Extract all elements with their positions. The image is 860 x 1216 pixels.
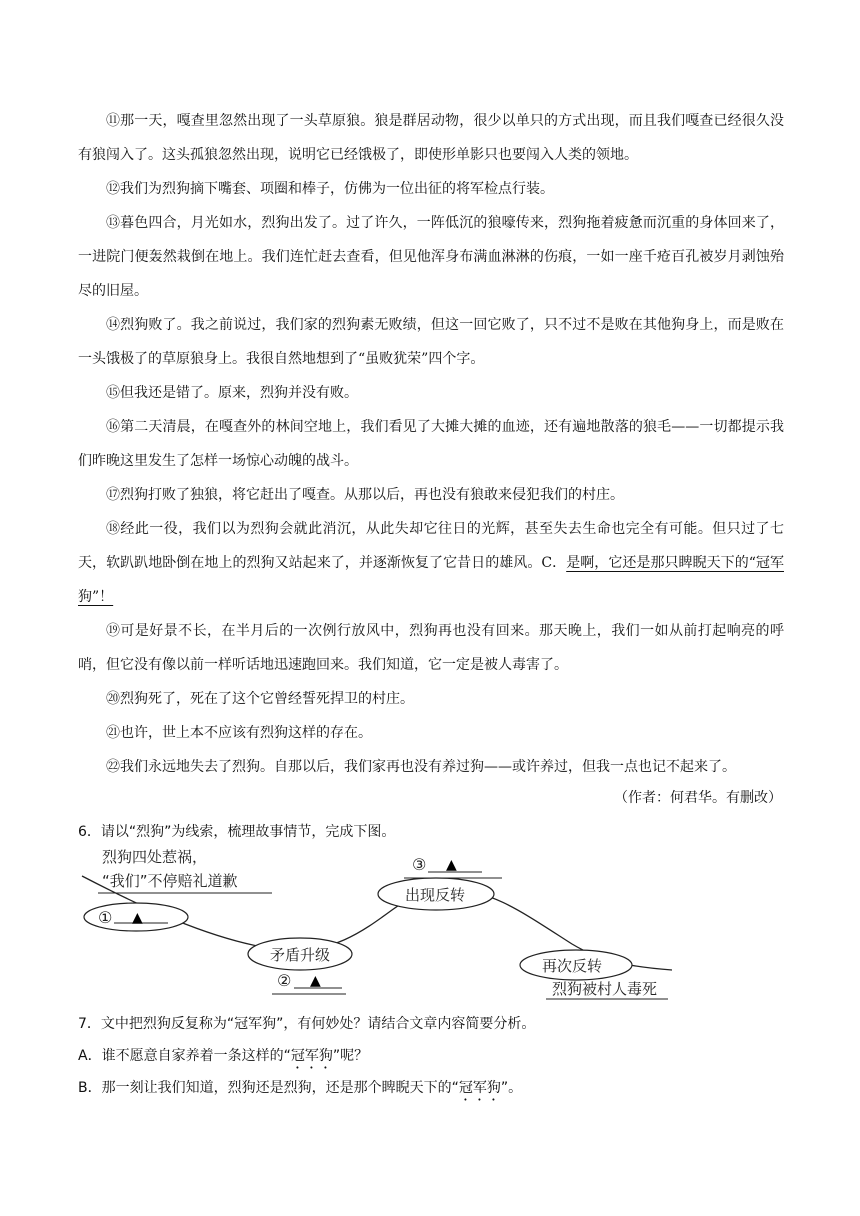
option-a-dotted-term: 冠军狗 [290, 1048, 333, 1064]
paragraph-18-underlined-sentence: 是啊，它还是那只睥睨天下的“冠军狗”！ [78, 555, 784, 605]
option-b-prefix: B．那一刻让我们知道，烈狗还是烈狗，还是那个睥睨天下的“ [78, 1080, 459, 1096]
paragraph-22: ㉒我们永远地失去了烈狗。自那以后，我们家再也没有养过狗——或许养过，但我一点也记不起来了。 [106, 759, 736, 775]
blank-1-label: ① [98, 908, 113, 927]
node-conflict-label: 矛盾升级 [270, 946, 331, 964]
question-6: 6．请以“烈狗”为线索，梳理故事情节，完成下图。 [78, 824, 396, 840]
paragraph-12: ⑫我们为烈狗摘下嘴套、项圈和棒子，仿佛为一位出征的将军检点行装。 [106, 181, 554, 197]
end-label: 烈狗被村人毒死 [552, 980, 658, 998]
option-a-suffix: ”呢？ [332, 1048, 369, 1064]
paragraph-18 [78, 512, 784, 614]
plot-diagram [72, 842, 692, 1004]
paragraph-11: ⑪那一天，嘎查里忽然出现了一头草原狼。狼是群居动物，很少以单只的方式出现，而且我们嘎查已经很久没有狼闯入了。这头孤狼忽然出现，说明它已经饿极了，即使形单影只也要闯入人类的领地。 [78, 113, 784, 163]
blank-1-marker: ▲ [132, 910, 143, 926]
paragraph-20: ⑳烈狗死了，死在了这个它曾经誓死捍卫的村庄。 [106, 691, 414, 707]
paragraph-14: ⑭烈狗败了。我之前说过，我们家的烈狗素无败绩，但这一回它败了，只不过不是败在其他狗身上，而是败在一头饿极了的草原狼身上。我很自然地想到了“虽败犹荣”四个字。 [78, 317, 784, 367]
paragraph-13: ⑬暮色四合，月光如水，烈狗出发了。过了许久，一阵低沉的狼嚎传来，烈狗拖着疲惫而沉重的身体回来了，一进院门便轰然栽倒在地上。我们连忙赶去查看，但见他浑身布满血淋淋的伤痕，一如一座千疮百孔被岁月剥蚀殆尽的旧屋。 [78, 215, 784, 299]
option-b-dotted-term: 冠军狗 [458, 1080, 501, 1096]
paragraph-15: ⑮但我还是错了。原来，烈狗并没有败。 [106, 385, 358, 401]
blank-2-marker: ▲ [310, 973, 321, 989]
paragraph-19: ⑲可是好景不长，在半月后的一次例行放风中，烈狗再也没有回来。那天晚上，我们一如从前打起响亮的呼哨，但它没有像以前一样听话地迅速跑回来。我们知道，它一定是被人毒害了。 [78, 623, 784, 673]
option-a [78, 1046, 368, 1072]
blank-3-marker: ▲ [446, 857, 457, 873]
start-label-line1: 烈狗四处惹祸， [102, 848, 208, 866]
paragraph-16: ⑯第二天清晨，在嘎查外的林间空地上，我们看见了大摊大摊的血迹，还有遍地散落的狼毛——一切都提示我们昨晚这里发生了怎样一场惊心动魄的战斗。 [78, 419, 784, 469]
author-note: （作者：何君华。有删改） [614, 790, 782, 806]
paragraph-18-main: ⑱经此一役，我们以为烈狗会就此消沉，从此失却它往日的光辉，甚至失去生命也完全有可能。但只过了七天，软趴趴地卧倒在地上的烈狗又站起来了，并逐渐恢复了它昔日的雄风。C． [78, 521, 784, 571]
paragraph-17: ⑰烈狗打败了独狼，将它赶出了嘎查。从那以后，再也没有狼敢来侵犯我们的村庄。 [106, 487, 624, 503]
node-reversal-label: 出现反转 [405, 886, 466, 904]
option-b-suffix: ”。 [500, 1080, 523, 1096]
node-reversal2-label: 再次反转 [542, 957, 603, 975]
blank-2-label: ② [277, 971, 292, 990]
question-7: 7．文中把烈狗反复称为“冠军狗”，有何妙处？请结合文章内容简要分析。 [78, 1016, 536, 1032]
paragraph-21: ㉑也许，世上本不应该有烈狗这样的存在。 [106, 725, 372, 741]
option-b [78, 1078, 522, 1104]
option-a-prefix: A．谁不愿意自家养着一条这样的“ [78, 1048, 291, 1064]
blank-3-label: ③ [412, 855, 427, 874]
start-label-line2: “我们”不停赔礼道歉 [102, 872, 238, 890]
